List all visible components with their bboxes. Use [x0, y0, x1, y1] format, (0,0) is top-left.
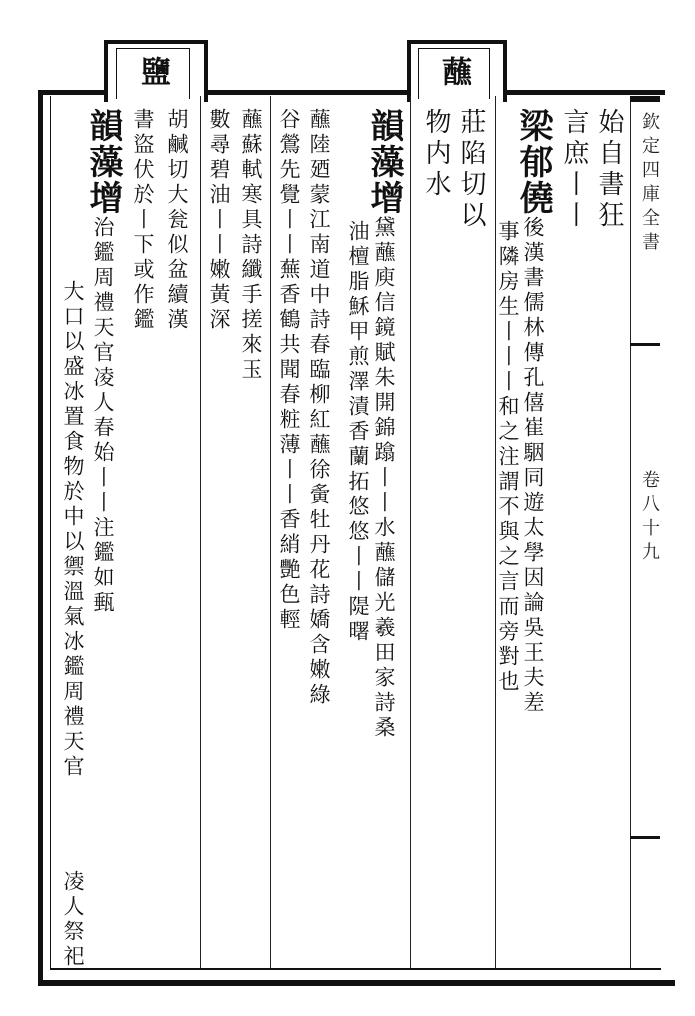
header-tab-left-text: 鹽 — [135, 56, 170, 86]
frame-top-left — [38, 90, 108, 95]
text-column — [513, 108, 553, 716]
text-column: 胡鹹切大瓮似盆續漢 — [165, 108, 189, 333]
text-column: 事隣房生丨丨丨和之注謂不與之言而旁對也 — [496, 220, 520, 695]
column-rule — [270, 96, 271, 968]
margin-book-title: 欽定四庫全書 — [639, 112, 660, 256]
entry-text: 黛蘸庾信鏡賦朱開錦蹹丨丨水蘸儲光羲田家詩桑 — [372, 216, 396, 741]
text-column: 谷鶯先覺丨丨蕪香鶴共聞春粧薄丨丨香綃艷色輕 — [277, 108, 301, 633]
text-column: 物内水 — [421, 108, 451, 201]
text-column: 凌人祭祀 — [61, 870, 85, 970]
margin-divider — [630, 343, 660, 346]
header-tab-right-text: 蘸 — [436, 56, 471, 86]
text-column: 油檀脂穌甲煎澤漬香蘭拓悠悠丨丨隄曙 — [346, 220, 370, 645]
text-column — [364, 108, 404, 741]
margin-chapter: 卷八十九 — [639, 470, 660, 566]
frame-top-right — [495, 90, 665, 95]
frame-top-middle — [200, 90, 410, 95]
text-column: 數尋碧油丨丨嫩黃深 — [207, 108, 231, 333]
text-column: 莊陷切以 — [456, 108, 486, 232]
entry-heading: 韻藻增 — [364, 108, 404, 216]
text-column: 蘸陸廼蒙江南道中詩春臨柳紅蘸徐夤牡丹花詩嬌含嫩綠 — [307, 108, 331, 708]
entry-text: 後漢書儒林傳孔僖崔駰同遊太學因論吳王夫差 — [521, 216, 545, 716]
text-column — [83, 108, 123, 616]
margin-divider-bottom — [630, 836, 660, 839]
entry-heading: 韻藻增 — [83, 108, 123, 216]
text-column: 言庶丨丨 — [559, 108, 589, 232]
column-rule — [200, 96, 201, 968]
entry-heading: 梁郁僥 — [513, 108, 553, 216]
text-column: 大口以盛冰置食物於中以禦溫氣冰鑑周禮天官 — [61, 280, 85, 780]
text-column: 書盜伏於丨下或作鑑 — [131, 108, 155, 333]
text-column: 蘸蘇軾寒具詩纖手搓來玉 — [239, 108, 263, 383]
entry-text: 治鑑周禮天官凌人春始丨丨注鑑如甀 — [91, 216, 115, 616]
column-rule — [410, 96, 411, 968]
margin-band-top — [630, 96, 660, 102]
text-column: 始自書狂 — [594, 108, 624, 232]
